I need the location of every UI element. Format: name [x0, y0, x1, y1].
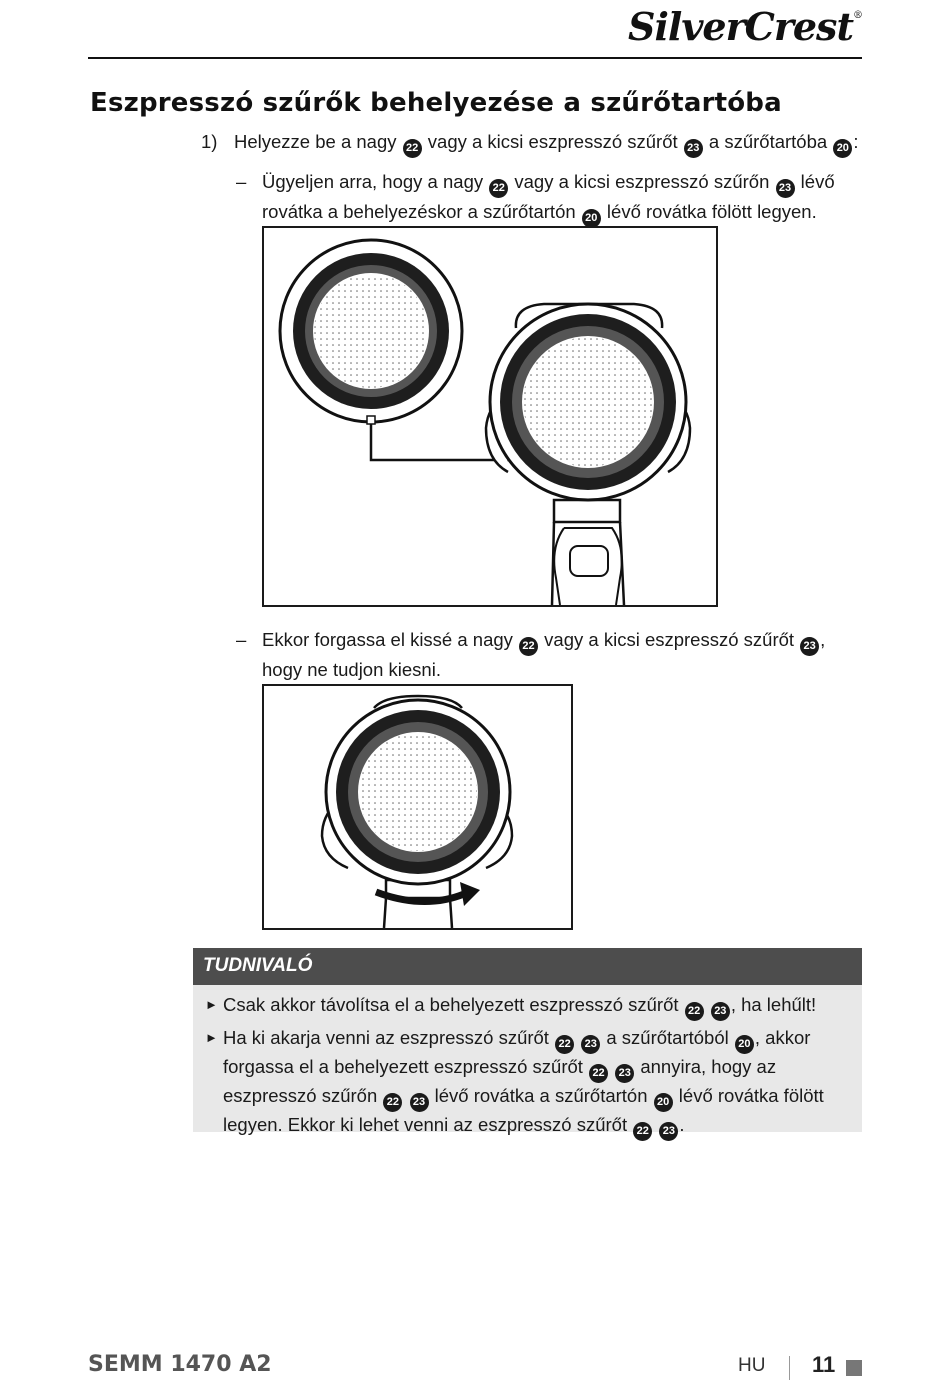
callout-badge: 22 — [519, 637, 538, 656]
dash-marker: – — [236, 629, 247, 650]
loose-filter — [280, 240, 462, 424]
footer-model-number: SEMM 1470 A2 — [88, 1352, 272, 1377]
dash-marker: – — [236, 171, 247, 192]
note-heading: TUDNIVALÓ — [203, 955, 313, 976]
callout-badge: 23 — [684, 139, 703, 158]
callout-badge: 22 — [555, 1035, 574, 1054]
substep-1-text: Ügyeljen arra, hogy a nagy 22 vagy a kicsi eszpresszó szűrőn 23 lévő rovátka a behelyezéskor a szűrőtartón 20 lévő rovátka fölött legyen. — [262, 168, 862, 228]
callout-badge: 22 — [685, 1002, 704, 1021]
brand-logo — [628, 4, 862, 49]
callout-badge: 20 — [833, 139, 852, 158]
callout-badge: 23 — [711, 1002, 730, 1021]
callout-badge: 20 — [582, 209, 601, 228]
figure-filter-alignment — [262, 226, 718, 607]
callout-badge: 23 — [615, 1064, 634, 1083]
page-marker-square — [846, 1360, 862, 1376]
substep-2-text: Ekkor forgassa el kissé a nagy 22 vagy a kicsi eszpresszó szűrőt 23 , hogy ne tudjon kiesni. — [262, 629, 826, 680]
filter-rotate-illustration — [264, 686, 571, 928]
callout-badge: 23 — [800, 637, 819, 656]
callout-badge: 20 — [654, 1093, 673, 1112]
step-number: 1) — [201, 131, 218, 152]
header-rule — [88, 57, 862, 59]
callout-badge: 22 — [489, 179, 508, 198]
filter-alignment-illustration — [264, 228, 716, 605]
registered-mark: ® — [853, 10, 862, 21]
filter-holder — [486, 304, 690, 605]
footer-separator — [789, 1356, 790, 1380]
footer-language: HU — [738, 1355, 766, 1376]
callout-badge: 22 — [383, 1093, 402, 1112]
callout-badge: 22 — [633, 1122, 652, 1141]
page-number: 11 — [812, 1352, 836, 1377]
callout-badge: 23 — [410, 1093, 429, 1112]
callout-badge: 23 — [581, 1035, 600, 1054]
callout-badge: 23 — [659, 1122, 678, 1141]
bullet-arrow-icon: ► — [205, 1030, 218, 1045]
note-header — [193, 948, 862, 985]
bullet-arrow-icon: ► — [205, 997, 218, 1012]
figure-filter-rotate — [262, 684, 573, 930]
callout-badge: 20 — [735, 1035, 754, 1054]
step-1-text: Helyezze be a nagy 22 vagy a kicsi eszpresszó szűrőt 23 a szűrőtartóba 20 : — [234, 128, 874, 158]
callout-badge: 23 — [776, 179, 795, 198]
brand-name: SilverCrest — [628, 4, 853, 49]
callout-badge: 22 — [589, 1064, 608, 1083]
note-body: ► Csak akkor távolítsa el a behelyezett eszpresszó szűrőt 22 23 , ha lehűlt! ► Ha ki akarja venni az eszpresszó szűrőt 22 23 a szűrőtartóból 20 , akkor forgassa el a behelyezett eszpresszó szűrőt 22 23 annyira, hogy az eszpresszó szűrőn 22 23 lévő rovátka a szűrőtartón 20 lévő rovátka fölött legyen. Ekkor ki lehet venni az eszpresszó szűrőt 22 23 . — [193, 985, 862, 1132]
section-title: Eszpresszó szűrők behelyezése a szűrőtartóba — [90, 88, 782, 118]
callout-badge: 22 — [403, 139, 422, 158]
